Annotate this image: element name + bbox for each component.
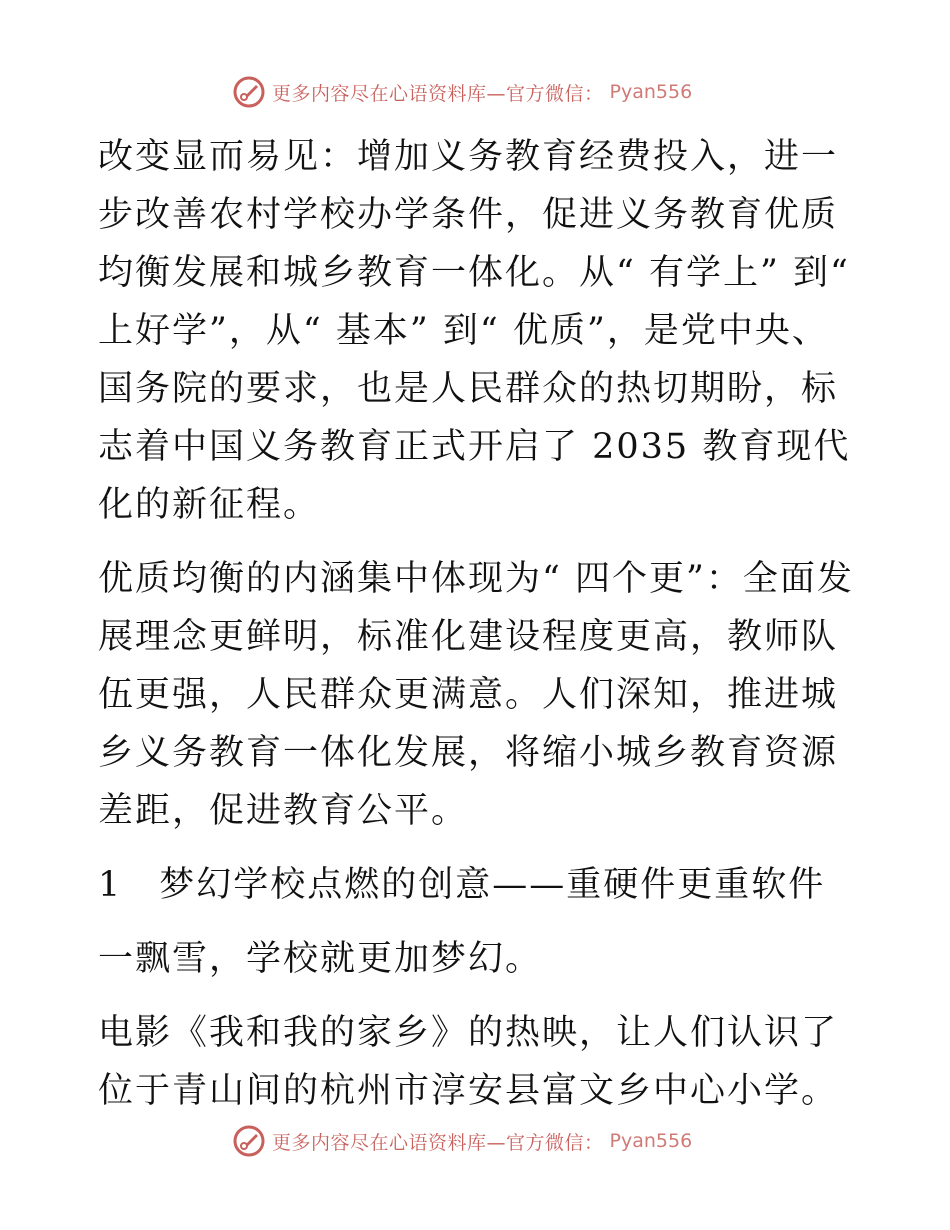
- header-watermark: [232, 72, 752, 112]
- paragraph-2: 优质均衡的内涵集中体现为“ 四个更”：全面发展理念更鲜明，标准化建设程度更高，教师队伍更强，人民群众更满意。人们深知，推进城乡义务教育一体化发展，将缩小城乡教育资源差距，促进教育公平。: [98, 559, 854, 831]
- watermark-text: 更多内容尽在心语资料库—官方微信：: [272, 1131, 604, 1154]
- watermark-wechat-id: Pyan556: [609, 81, 693, 103]
- watermark-wechat-id: Pyan556: [609, 1130, 693, 1152]
- footer-watermark: [232, 1121, 752, 1161]
- paragraph-1: 改变显而易见：增加义务教育经费投入，进一步改善农村学校办学条件，促进义务教育优质均衡发展和城乡教育一体化。从“ 有学上” 到“ 上好学”，从“ 基本” 到“ 优质”，是党中央、国务院的要求，也是人民群众的热切期盼，标志着中国义务教育正式开启了 2035 教育现代化的新征程。: [98, 137, 851, 525]
- document-body: [98, 128, 858, 1120]
- quill-logo-icon: [232, 1124, 266, 1158]
- paragraph-4: 电影《我和我的家乡》的热映，让人们认识了位于青山间的杭州市淳安县富文乡中心小学。: [98, 1013, 839, 1111]
- paragraph-3: 一飘雪，学校就更加梦幻。: [98, 939, 543, 979]
- quill-logo-icon: [232, 75, 266, 109]
- watermark-text: 更多内容尽在心语资料库—官方微信：: [272, 82, 604, 105]
- section-heading: 1 梦幻学校点燃的创意——重硬件更重软件: [98, 865, 826, 905]
